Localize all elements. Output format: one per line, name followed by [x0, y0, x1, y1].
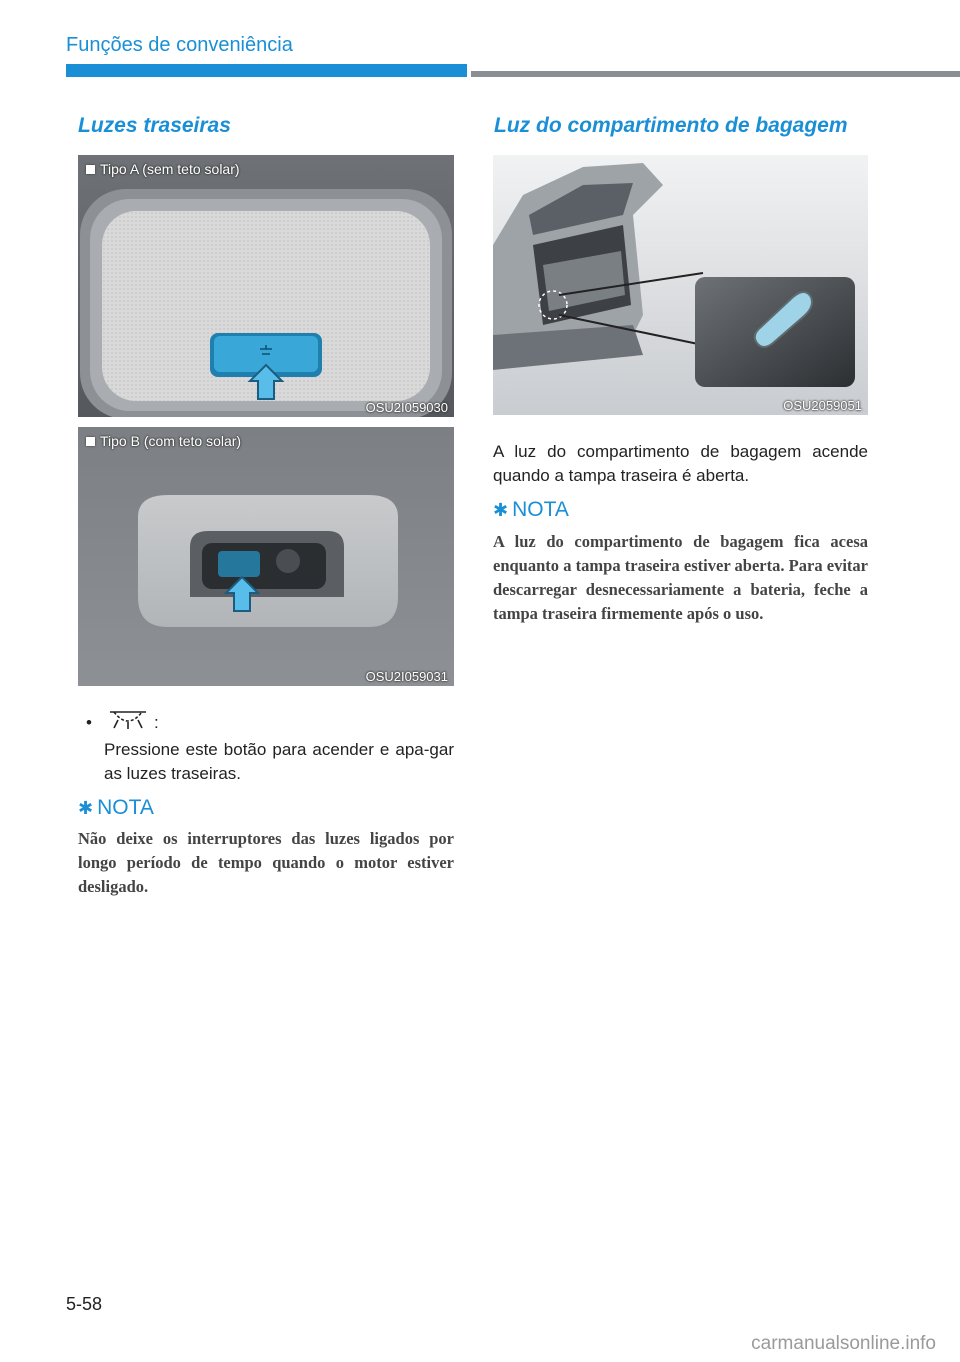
note-heading-left: ✱ NOTA [78, 796, 154, 819]
bullet-description: Pressione este botão para acender e apa-gar as luzes traseiras. [104, 740, 454, 783]
asterisk-icon: ✱ [78, 798, 94, 818]
note-heading-right: ✱ NOTA [493, 498, 569, 521]
header-bar-accent [66, 64, 467, 77]
section-title-rear-lights: Luzes traseiras [78, 114, 231, 137]
figure-type-b-room-lamp [78, 427, 454, 686]
figure-a-code: OSU2I059030 [365, 400, 448, 415]
room-lamp-icon [106, 708, 150, 730]
note-text-left: Não deixe os interruptores das luzes ligados por longo período de tempo quando o motor estiver desligado. [78, 829, 454, 896]
figure-b-label: Tipo B (com teto solar) [86, 433, 241, 449]
page-header-title: Funções de conveniência [66, 34, 293, 56]
note-text-right: A luz do compartimento de bagagem fica acesa enquanto a tampa traseira estiver aberta. Para evitar descarregar desnecessariamente a bateria, feche a tampa traseira firmemente após o uso. [493, 532, 868, 623]
bullet-marker: • [86, 713, 92, 732]
page-number: 5-58 [66, 1294, 103, 1314]
figure-b-code: OSU2I059031 [365, 669, 448, 684]
figure-luggage-lamp [493, 155, 868, 415]
section-title-luggage-light: Luz do compartimento de bagagem [494, 114, 848, 137]
watermark: carmanualsonline.info [751, 1333, 936, 1354]
room-lamp-type-b-illustration [78, 427, 454, 686]
luggage-light-paragraph: A luz do compartimento de bagagem acende quando a tampa traseira é aberta. [493, 442, 868, 485]
room-lamp-type-a-illustration [78, 155, 454, 417]
figure-a-label: Tipo A (sem teto solar) [86, 161, 240, 177]
header-bar-divider [471, 71, 960, 77]
bullet-colon: : [154, 713, 159, 732]
figure-luggage-code: OSU2059051 [783, 398, 862, 413]
figure-type-a-room-lamp [78, 155, 454, 417]
luggage-lamp-illustration [493, 155, 868, 415]
asterisk-icon: ✱ [493, 500, 509, 520]
